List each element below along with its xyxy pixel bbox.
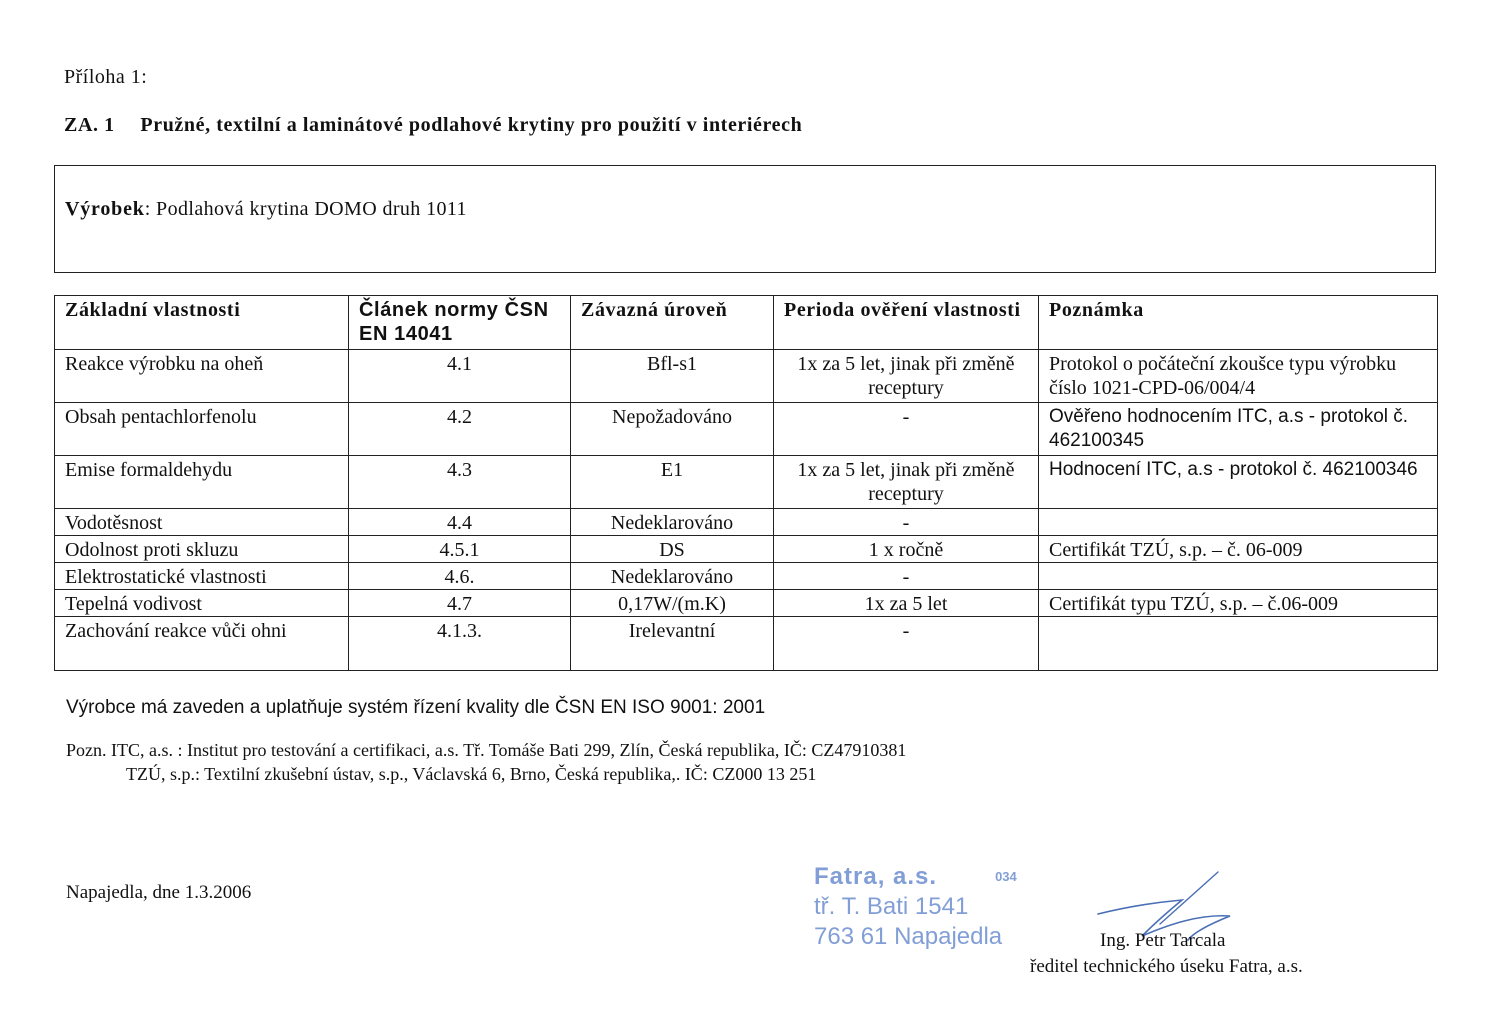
property-cell: Reakce výrobku na oheň [55, 350, 349, 403]
quality-statement: Výrobce má zaveden a uplatňuje systém řízení kvality dle ČSN EN ISO 9001: 2001 [66, 697, 766, 718]
product-line [65, 198, 467, 221]
period-cell: - [774, 563, 1039, 590]
period-cell: - [774, 617, 1039, 671]
clause-cell: 4.7 [349, 590, 571, 617]
header-basic-properties: Základní vlastnosti [55, 296, 349, 350]
clause-cell: 4.6. [349, 563, 571, 590]
property-cell: Emise formaldehydu [55, 456, 349, 509]
header-standard-clause: Článek normy ČSN EN 14041 [349, 296, 571, 350]
property-cell: Tepelná vodivost [55, 590, 349, 617]
section-number: ZA. 1 [64, 114, 115, 136]
level-cell: Irelevantní [571, 617, 774, 671]
clause-cell: 4.5.1 [349, 536, 571, 563]
note-cell [1039, 563, 1438, 590]
note-cell [1039, 509, 1438, 536]
clause-cell: 4.3 [349, 456, 571, 509]
header-verification-period: Perioda ověření vlastnosti [774, 296, 1039, 350]
level-cell: DS [571, 536, 774, 563]
clause-cell: 4.2 [349, 403, 571, 456]
product-box [54, 165, 1436, 273]
header-note: Poznámka [1039, 296, 1438, 350]
stamp-city: 763 61 Napajedla [814, 923, 1003, 950]
table-row [55, 509, 1438, 536]
clause-cell: 4.1 [349, 350, 571, 403]
stamp-company: Fatra, a.s. [814, 863, 938, 890]
stamp-code: 034 [995, 869, 1017, 884]
note-cell: Certifikát TZÚ, s.p. – č. 06-009 [1039, 536, 1438, 563]
table-row [55, 590, 1438, 617]
header-required-level: Závazná úroveň [571, 296, 774, 350]
level-cell: Nedeklarováno [571, 509, 774, 536]
stamp-street: tř. T. Bati 1541 [814, 893, 969, 920]
table-row [55, 563, 1438, 590]
section-heading [64, 114, 802, 137]
table-row [55, 456, 1438, 509]
level-cell: Nedeklarováno [571, 563, 774, 590]
clause-cell: 4.4 [349, 509, 571, 536]
properties-table [54, 295, 1438, 671]
level-cell: 0,17W/(m.K) [571, 590, 774, 617]
note-cell [1039, 617, 1438, 671]
attachment-label: Příloha 1: [64, 66, 148, 88]
property-cell: Elektrostatické vlastnosti [55, 563, 349, 590]
product-value: : Podlahová krytina DOMO druh 1011 [144, 198, 467, 220]
company-stamp [814, 862, 1017, 952]
table-row [55, 403, 1438, 456]
period-cell: 1 x ročně [774, 536, 1039, 563]
footnote-tzu: TZÚ, s.p.: Textilní zkušební ústav, s.p., Václavská 6, Brno, Česká republika,. IČ: CZ000 13 251 [126, 764, 817, 784]
note-cell: Certifikát typu TZÚ, s.p. – č.06-009 [1039, 590, 1438, 617]
signatory-name: Ing. Petr Tarcala [1100, 930, 1226, 951]
note-cell: Protokol o počáteční zkoušce typu výrobku číslo 1021-CPD-06/004/4 [1039, 350, 1438, 403]
property-cell: Zachování reakce vůči ohni [55, 617, 349, 671]
level-cell: Bfl-s1 [571, 350, 774, 403]
period-cell: - [774, 403, 1039, 456]
level-cell: E1 [571, 456, 774, 509]
level-cell: Nepožadováno [571, 403, 774, 456]
signatory-title: ředitel technického úseku Fatra, a.s. [1030, 956, 1303, 977]
footnotes [66, 738, 906, 786]
period-cell: 1x za 5 let [774, 590, 1039, 617]
section-title: Pružné, textilní a laminátové podlahové krytiny pro použití v interiérech [140, 114, 803, 136]
property-cell: Vodotěsnost [55, 509, 349, 536]
period-cell: - [774, 509, 1039, 536]
table-row [55, 617, 1438, 671]
table-row [55, 536, 1438, 563]
period-cell: 1x za 5 let, jinak při změně receptury [774, 456, 1039, 509]
clause-cell: 4.1.3. [349, 617, 571, 671]
table-row [55, 350, 1438, 403]
table-header-row [55, 296, 1438, 350]
note-cell: Ověřeno hodnocením ITC, a.s - protokol č. 462100345 [1039, 403, 1438, 456]
product-label: Výrobek [65, 198, 145, 220]
property-cell: Odolnost proti skluzu [55, 536, 349, 563]
note-cell: Hodnocení ITC, a.s - protokol č. 462100346 [1039, 456, 1438, 509]
date-place: Napajedla, dne 1.3.2006 [66, 882, 252, 903]
footnote-itc: Pozn. ITC, a.s. : Institut pro testování a certifikaci, a.s. Tř. Tomáše Bati 299, Zlín, Česká republika, IČ: CZ47910381 [66, 740, 907, 760]
period-cell: 1x za 5 let, jinak při změně receptury [774, 350, 1039, 403]
property-cell: Obsah pentachlorfenolu [55, 403, 349, 456]
